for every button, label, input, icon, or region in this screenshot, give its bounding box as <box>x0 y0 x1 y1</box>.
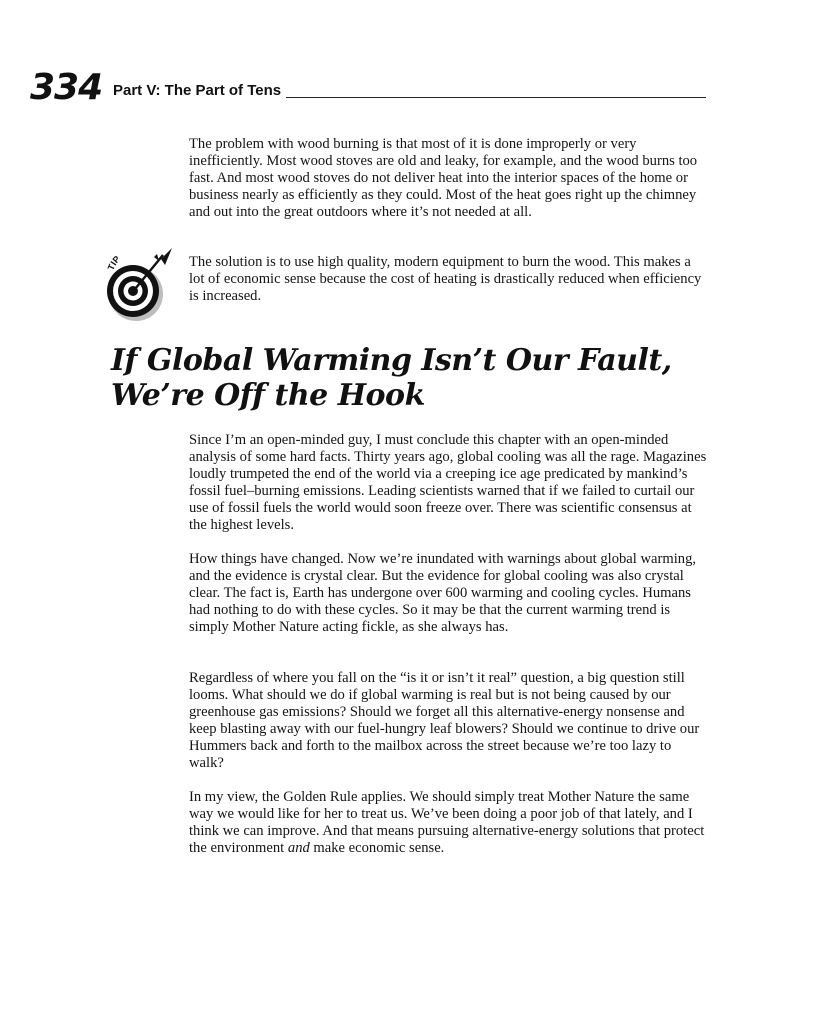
golden-rule-text-start: In my view, the Golden Rule applies. We should simply treat Mother Nature the same way we would like for her to treat us. We’ve been doing a poor job of that lately, and I think we can improve. And that means pursuing alternative-energy solutions that protect the environment <box>189 789 705 856</box>
paragraph-global-cooling: Since I’m an open-minded guy, I must conclude this chapter with an open-minded analysis of some hard facts. Thirty years ago, global cooling was all the rage. Magazines loudly trumpeted the end of the world via a creeping ice age predicated by mankind’s fossil fuel–burning emissions. Leading scientists warned that if we failed to curtail our use of fossil fuels the world would soon freeze over. There was scientific consensus at the highest levels. <box>189 432 707 533</box>
page-header <box>30 68 706 108</box>
page-number: 334 <box>30 67 103 108</box>
paragraph-golden-rule <box>189 789 709 857</box>
running-head: Part V: The Part of Tens <box>113 82 282 99</box>
golden-rule-emphasis: and <box>287 840 310 856</box>
section-heading-line-1: If Global Warming Isn’t Our Fault, <box>111 343 672 378</box>
section-heading <box>111 343 711 413</box>
paragraph-big-question: Regardless of where you fall on the “is it or isn’t it real” question, a big question still looms. What should we do if global warming is real but is not being caused by our greenhouse gas emissions? Should we forget all this alternative-energy nonsense and keep blasting away with our fuel-hungry leaf blowers? Should we continue to drive our Hummers back and forth to the mailbox across the street because we’re too lazy to walk? <box>189 670 700 771</box>
tip-target-icon <box>103 241 179 323</box>
section-heading-line-2: We’re Off the Hook <box>111 378 425 413</box>
paragraph-how-things-changed: How things have changed. Now we’re inundated with warnings about global warming, and the evidence is crystal clear. But the evidence for global cooling was also crystal clear. The fact is, Earth has undergone over 600 warming and cooling cycles. Humans had nothing to do with these cycles. So it may be that the current warming trend is simply Mother Nature acting fickle, as she always has. <box>189 551 697 635</box>
tip-label: TIP <box>105 253 123 272</box>
header-rule <box>286 97 706 98</box>
golden-rule-text-end: make economic sense. <box>309 840 445 856</box>
paragraph-tip-solution: The solution is to use high quality, modern equipment to burn the wood. This makes a lot of economic sense because the cost of heating is drastically reduced when efficiency is increased. <box>189 254 702 304</box>
paragraph-wood-burning: The problem with wood burning is that most of it is done improperly or very inefficiently. Most wood stoves are old and leaky, for example, and the wood burns too fast. And most wood stoves do not deliver heat into the interior spaces of the home or business nearly as efficiently as they could. Most of the heat goes right up the chimney and out into the great outdoors where it’s not needed at all. <box>189 136 698 220</box>
